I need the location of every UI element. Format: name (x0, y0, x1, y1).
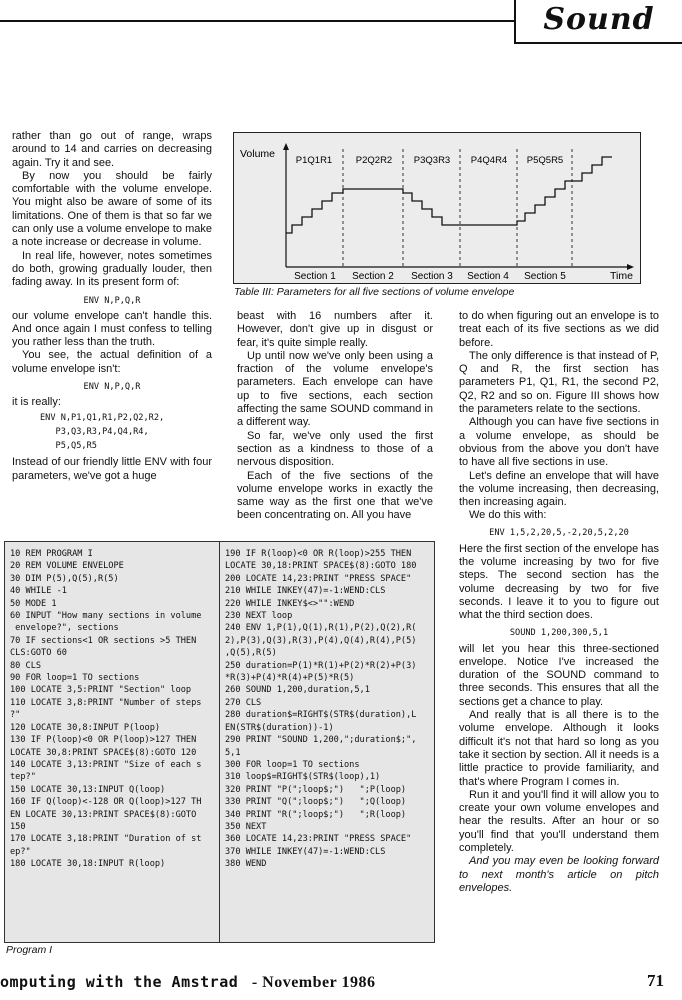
section-label-2: Section 2 (352, 271, 394, 282)
issue-date: - November 1986 (251, 974, 376, 991)
paragraph: Instead of our friendly little ENV with four parameters, we've got a huge (12, 456, 212, 482)
x-axis-label: Time (610, 270, 633, 282)
program-caption: Program I (6, 944, 53, 956)
param-label-4: P4Q4R4 (470, 155, 508, 166)
section-label-1: Section 1 (294, 271, 336, 282)
envelope-figure (233, 132, 641, 284)
program-listing (4, 541, 435, 943)
paragraph: will let you hear this three-sectioned envelope. Notice I've increased the duration of the SOUND command to three seconds. This ensures that all the sections get a chance to play. (459, 642, 659, 708)
paragraph: Although you can have five sections in a volume envelope, as should be obvious from the above you don't have to have all five sections in use. (459, 416, 659, 469)
code-snippet: ENV N,P1,Q1,R1,P2,Q2,R2, P3,Q3,R3,P4,Q4,R4, P5,Q5,R5 (40, 413, 165, 452)
paragraph: Up until now we've only been using a fraction of the volume envelope's parameters. Each envelope can have up to five sections, each section affecting the same SOUND command in a different way. (237, 349, 433, 429)
paragraph: Each of the five sections of the volume envelope works in exactly the same way as the first one that we've been concentrating on. All you have (237, 469, 433, 522)
listing-right-column: 190 IF R(loop)<0 OR R(loop)>255 THEN LOCATE 30,18:PRINT SPACE$(8):GOTO 180 200 LOCATE 14,23:PRINT "PRESS SPACE" 210 WHILE INKEY(47)=-1:WEND:CLS 220 WHILE INKEY$<>"":WEND 230 NEXT loop 240 ENV 1,P(1),Q(1),R(1),P(2),Q(2),R( 2),P(3),Q(3),R(3),P(4),Q(4),R(4),P(5) ,Q(5),R(5) 250 duration=P(1)*R(1)+P(2)*R(2)+P(3) *R(3)+P(4)*R(4)+P(5)*R(5) 260 SOUND 1,200,duration,5,1 270 CLS 280 duration$=RIGHT$(STR$(duration),L EN(STR$(duration))-1) 290 PRINT "SOUND 1,200,";duration$;", 5,1 300 FOR loop=1 TO sections 310 loop$=RIGHT$(STR$(loop),1) 320 PRINT "P(";loop$;") ";P(loop) 330 PRINT "Q(";loop$;") ";Q(loop) 340 PRINT "R(";loop$;") ";R(loop) 350 NEXT 360 LOCATE 14,23:PRINT "PRESS SPACE" 370 WHILE INKEY(47)=-1:WEND:CLS 380 WEND (225, 549, 417, 870)
code-snippet: SOUND 1,200,300,5,1 (509, 627, 609, 638)
header-rule (0, 20, 520, 22)
listing-divider (219, 542, 220, 942)
page-footer (0, 970, 682, 1000)
paragraph: In real life, however, notes sometimes do both, growing gradually louder, then fading away. In its present form of: (12, 249, 212, 289)
column-1 (12, 130, 212, 483)
section-title: Sound (543, 2, 655, 37)
paragraph: And you may even be looking forward to next month's article on pitch envelopes. (459, 855, 659, 894)
paragraph: Run it and you'll find it will allow you to create your own volume envelopes and hear the results. After an hour or so you'll find that you'll understand them completely. (459, 788, 659, 854)
code-snippet: ENV N,P,Q,R (83, 382, 141, 393)
section-label-3: Section 3 (411, 271, 453, 282)
paragraph: So far, we've only used the first section as a kindness to those of a nervous disposition. (237, 429, 433, 469)
paragraph: rather than go out of range, wraps around to 14 and carries on decreasing again. Try it and see. (12, 130, 212, 169)
param-label-2: P2Q2R2 (355, 155, 393, 166)
section-label-4: Section 4 (467, 271, 509, 282)
page-number: 71 (647, 971, 664, 990)
code-snippet: ENV N,P,Q,R (83, 295, 141, 306)
param-label-3: P3Q3R3 (413, 155, 451, 166)
paragraph: We do this with: (469, 509, 547, 522)
paragraph: The only difference is that instead of P, Q and R, the first section has parameters P1, Q1, R1, the second P2, Q2, R2 and so on. Figure III shows how the parameters relate to the sections. (459, 349, 659, 416)
paragraph: By now you should be fairly comfortable with the volume envelope. You might also be aware of some of its limitations. One of them is that so far we can only use a volume envelope to make a note increase or decrease in volume. (12, 169, 212, 249)
section-label-5: Section 5 (524, 271, 566, 282)
param-label-5: P5Q5R5 (526, 155, 564, 166)
listing-left-column: 10 REM PROGRAM I 20 REM VOLUME ENVELOPE 30 DIM P(5),Q(5),R(5) 40 WHILE -1 50 MODE 1 60 INPUT "How many sections in volume envelope?", sections 70 IF sections<1 OR sections >5 THEN CLS:GOTO 60 80 CLS 90 FOR loop=1 TO sections 100 LOCATE 3,5:PRINT "Section" loop 110 LOCATE 3,8:PRINT "Number of steps ?" 120 LOCATE 30,8:INPUT P(loop) 130 IF P(loop)<0 OR P(loop)>127 THEN LOCATE 30,8:PRINT SPACE$(8):GOTO 120 140 LOCATE 3,13:PRINT "Size of each s tep?" 150 LOCATE 30,13:INPUT Q(loop) 160 IF Q(loop)<-128 OR Q(loop)>127 TH EN LOCATE 30,13:PRINT SPACE$(8):GOTO 150 170 LOCATE 3,18:PRINT "Duration of st ep?" 180 LOCATE 30,18:INPUT R(loop) (10, 549, 202, 870)
paragraph: to do when figuring out an envelope is to treat each of its five sections as we did before. (459, 310, 659, 349)
code-snippet: ENV 1,5,2,20,5,-2,20,5,2,20 (489, 527, 629, 538)
y-axis-label: Volume (240, 148, 276, 160)
param-label-1: P1Q1R1 (295, 155, 333, 166)
paragraph: our volume envelope can't handle this. And once again I must confess to telling you rather less than the truth. (12, 309, 212, 349)
paragraph: And really that is all there is to the volume envelope. Although it looks difficult it's not that hard so long as you take it section by section. All it needs is a little practice to provide familiarity, and that's where Program I comes in. (459, 709, 659, 788)
paragraph: beast with 16 numbers after it. However, don't give up in disgust or fear, it's quite simple really. (237, 310, 433, 349)
paragraph: Let's define an envelope that will have the volume increasing, then decreasing, then increasing again. (459, 469, 659, 509)
paragraph: You see, the actual definition of a volume envelope isn't: (12, 349, 212, 375)
figure-caption: Table III: Parameters for all five sections of volume envelope (234, 286, 515, 298)
column-2 (237, 310, 433, 523)
magazine-brand (0, 973, 375, 992)
column-3 (459, 310, 659, 895)
paragraph: Here the first section of the envelope has the volume increasing by two for five steps. The second section has the volume decreasing by two for five seconds. I leave it to you to figure out what the third section does. (459, 542, 659, 622)
section-tag (514, 0, 682, 44)
paragraph: it is really: (12, 396, 61, 409)
magazine-name: omputing with the Amstrad (0, 973, 239, 991)
